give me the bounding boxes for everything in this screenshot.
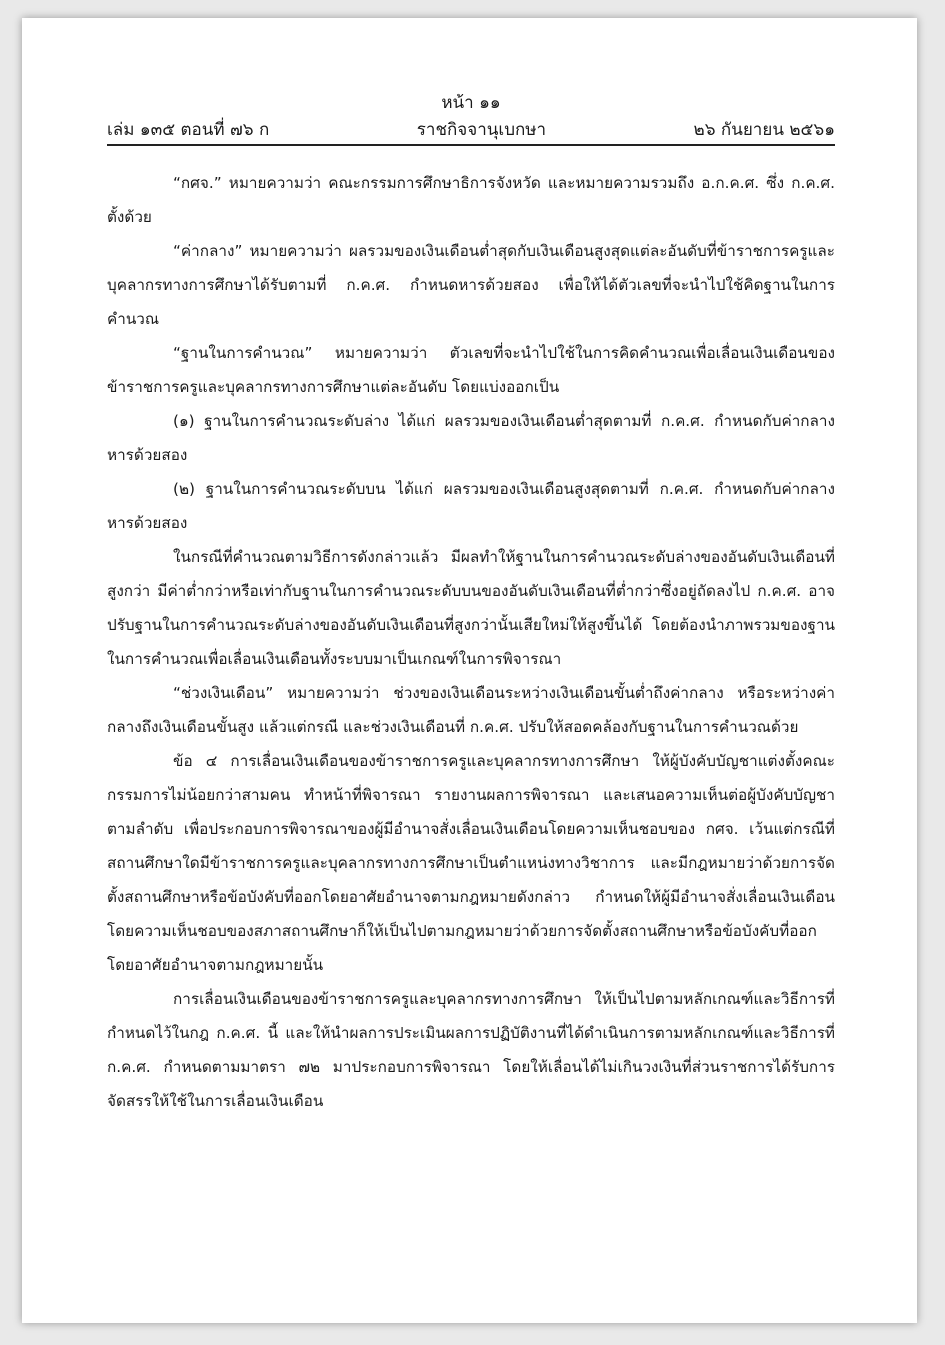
clause-4: ข้อ ๔ การเลื่อนเงินเดือนของข้าราชการครูและบุคลากรทางการศึกษา ให้ผู้บังคับบัญชาแต่งตั้งคณะกรรมการไม่น้อยกว่าสามคน ทำหน้าที่พิจารณา รายงานผลการพิจารณา และเสนอความเห็นต่อผู้บังคับบัญชาตามลำดับ เพื่อประกอบการพิจารณาของผู้มีอำนาจสั่งเลื่อนเงินเดือนโดยความเห็นชอบของ กศจ. เว้นแต่กรณีที่สถานศึกษาใดมีข้าราชการครูและบุคลากรทางการศึกษาเป็นตำแหน่งทางวิชาการ และมีกฎหมายว่าด้วยการจัดตั้งสถานศึกษาหรือข้อบังคับที่ออกโดยอาศัยอำนาจตามกฎหมายดังกล่าว กำหนดให้ผู้มีอำนาจสั่งเลื่อนเงินเดือนโดยความเห็นชอบของสภาสถานศึกษาก็ให้เป็นไปตามกฎหมายว่าด้วยการจัดตั้งสถานศึกษาหรือข้อบังคับที่ออกโดยอาศัยอำนาจตามกฎหมายนั้น [107,752,835,974]
definition-calculation-base: “ฐานในการคำนวณ” หมายความว่า ตัวเลขที่จะนำไปใช้ในการคิดคำนวณเพื่อเลื่อนเงินเดือนของข้าราชการครูและบุคลากรทางการศึกษาแต่ละอันดับ โดยแบ่งออกเป็น [107,344,835,396]
item-lower-base: (๑) ฐานในการคำนวณระดับล่าง ได้แก่ ผลรวมของเงินเดือนต่ำสุดตามที่ ก.ค.ศ. กำหนดกับค่ากลาง หารด้วยสอง [107,412,835,464]
item-upper-base: (๒) ฐานในการคำนวณระดับบน ได้แก่ ผลรวมของเงินเดือนสูงสุดตามที่ ก.ค.ศ. กำหนดกับค่ากลาง หารด้วยสอง [107,480,835,532]
publication-date: ๒๖ กันยายน ๒๕๖๑ [693,120,835,140]
paragraph-adjustment: ในกรณีที่คำนวณตามวิธีการดังกล่าวแล้ว มีผลทำให้ฐานในการคำนวณระดับล่างของอันดับเงินเดือนที่สูงกว่า มีค่าต่ำกว่าหรือเท่ากับฐานในการคำนวณระดับบนของอันดับเงินเดือนที่ต่ำกว่าซึ่งอยู่ถัดลงไป ก.ค.ศ. อาจปรับฐานในการคำนวณระดับล่างของอันดับเงินเดือนที่สูงกว่านั้นเสียใหม่ให้สูงขึ้นได้ โดยต้องนำภาพรวมของฐานในการคำนวณเพื่อเลื่อนเงินเดือนทั้งระบบมาเป็นเกณฑ์ในการพิจารณา [107,548,835,668]
volume-issue: เล่ม ๑๓๕ ตอนที่ ๗๖ ก [107,120,270,140]
document-page [22,18,917,1323]
paragraph-salary-increase: การเลื่อนเงินเดือนของข้าราชการครูและบุคลากรทางการศึกษา ให้เป็นไปตามหลักเกณฑ์และวิธีการที่กำหนดไว้ในกฎ ก.ค.ศ. นี้ และให้นำผลการประเมินผลการปฏิบัติงานที่ได้ดำเนินการตามหลักเกณฑ์และวิธีการที่ ก.ค.ศ. กำหนดตามมาตรา ๗๒ มาประกอบการพิจารณา โดยให้เลื่อนได้ไม่เกินวงเงินที่ส่วนราชการได้รับการจัดสรรให้ใช้ในการเลื่อนเงินเดือน [107,990,835,1110]
definition-salary-range: “ช่วงเงินเดือน” หมายความว่า ช่วงของเงินเดือนระหว่างเงินเดือนขั้นต่ำถึงค่ากลาง หรือระหว่างค่ากลางถึงเงินเดือนขั้นสูง แล้วแต่กรณี และช่วงเงินเดือนที่ ก.ค.ศ. ปรับให้สอดคล้องกับฐานในการคำนวณด้วย [107,684,835,736]
gazette-header [107,117,835,146]
page-content [107,90,835,1118]
page-number: หน้า ๑๑ [441,93,501,113]
document-body [107,166,835,1118]
gazette-title: ราชกิจจานุเบกษา [416,120,547,140]
definition-kasj: “กศจ.” หมายความว่า คณะกรรมการศึกษาธิการจังหวัด และหมายความรวมถึง อ.ก.ค.ศ. ซึ่ง ก.ค.ศ. ตั้งด้วย [107,174,835,226]
definition-median: “ค่ากลาง” หมายความว่า ผลรวมของเงินเดือนต่ำสุดกับเงินเดือนสูงสุดแต่ละอันดับที่ข้าราชการครูและบุคลากรทางการศึกษาได้รับตามที่ ก.ค.ศ. กำหนดหารด้วยสอง เพื่อให้ได้ตัวเลขที่จะนำไปใช้คิดฐานในการคำนวณ [107,242,835,328]
